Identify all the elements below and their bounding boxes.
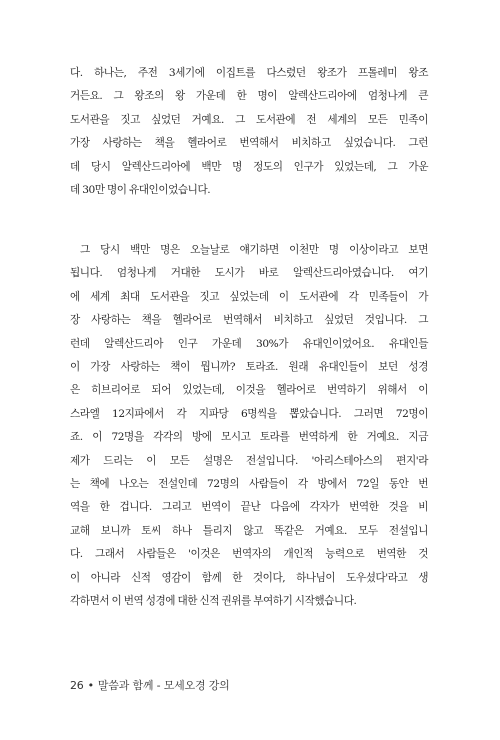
text-line: 에 세계 최대 도서관을 짓고 싶었는데 이 도서관에 각 민족들이 가: [70, 290, 428, 303]
paragraph-2: [70, 239, 428, 614]
text-line: 죠. 이 72명을 각각의 방에 모시고 토라를 번역하게 한 거예요. 지금: [70, 431, 428, 444]
footer-separator: •: [87, 679, 94, 692]
text-line: 데 당시 알렉산드리아에 백만 명 정도의 인구가 있었는데, 그 가운: [70, 160, 428, 173]
text-line: 런데 알렉산드리아 인구 가운데 30%가 유대인이었어요. 유대인들: [70, 337, 428, 350]
text-line: 스라엘 12지파에서 각 지파당 6명씩을 뽑았습니다. 그러면 72명이: [70, 407, 428, 420]
text-line: 역을 한 겁니다. 그리고 번역이 끝난 다음에 각자가 번역한 것을 비: [70, 501, 428, 514]
text-line: 이 아니라 신적 영감이 함께 한 것이다, 하나님이 도우셨다'라고 생: [70, 571, 428, 584]
text-line: 됩니다. 엄청나게 거대한 도시가 바로 알렉산드리아였습니다. 여기: [70, 267, 428, 280]
text-line: 데 30만 명이 유대인이었습니다.: [70, 184, 211, 197]
text-line: 교해 보니까 토씨 하나 틀리지 않고 똑같은 거예요. 모두 전설입니: [70, 524, 428, 537]
paragraph-1: [70, 62, 428, 202]
text-line: 제가 드리는 이 모든 설명은 전설입니다. '아리스테아스의 편지'라: [70, 454, 428, 467]
text-line: 이 가장 사랑하는 책이 뭡니까? 토라죠. 원래 유대인들이 보던 성경: [70, 361, 428, 374]
text-line: 장 사랑하는 책을 헬라어로 번역해서 비치하고 싶었던 것입니다. 그: [70, 314, 428, 327]
book-title: 말씀과 함께 - 모세오경 강의: [97, 679, 230, 692]
page-footer: [70, 677, 230, 693]
text-line: 각하면서 이 번역 성경에 대한 신적 권위를 부여하기 시작했습니다.: [70, 595, 357, 608]
text-line: 그 당시 백만 명은 오늘날로 얘기하면 이천만 명 이상이라고 보면: [80, 244, 428, 256]
text-line: 는 책에 나오는 전설인데 72명의 사람들이 각 방에서 72일 동안 번: [70, 478, 428, 491]
text-line: 다. 그래서 사람들은 '이것은 번역자의 개인적 능력으로 번역한 것: [70, 548, 428, 561]
page-number: 26: [70, 679, 84, 692]
text-line: 은 히브리어로 되어 있었는데, 이것을 헬라어로 번역하기 위해서 이: [70, 384, 428, 397]
text-line: 거든요. 그 왕조의 왕 가운데 한 명이 알렉산드리아에 엄청나게 큰: [70, 90, 428, 103]
text-line: 가장 사랑하는 책을 헬라어로 번역해서 비치하고 싶었습니다. 그런: [70, 137, 428, 150]
text-line: 다. 하나는, 주전 3세기에 이집트를 다스렸던 왕조가 프톨레미 왕조: [70, 67, 428, 79]
text-line: 도서관을 짓고 싶었던 거예요. 그 도서관에 전 세계의 모든 민족이: [70, 113, 428, 126]
